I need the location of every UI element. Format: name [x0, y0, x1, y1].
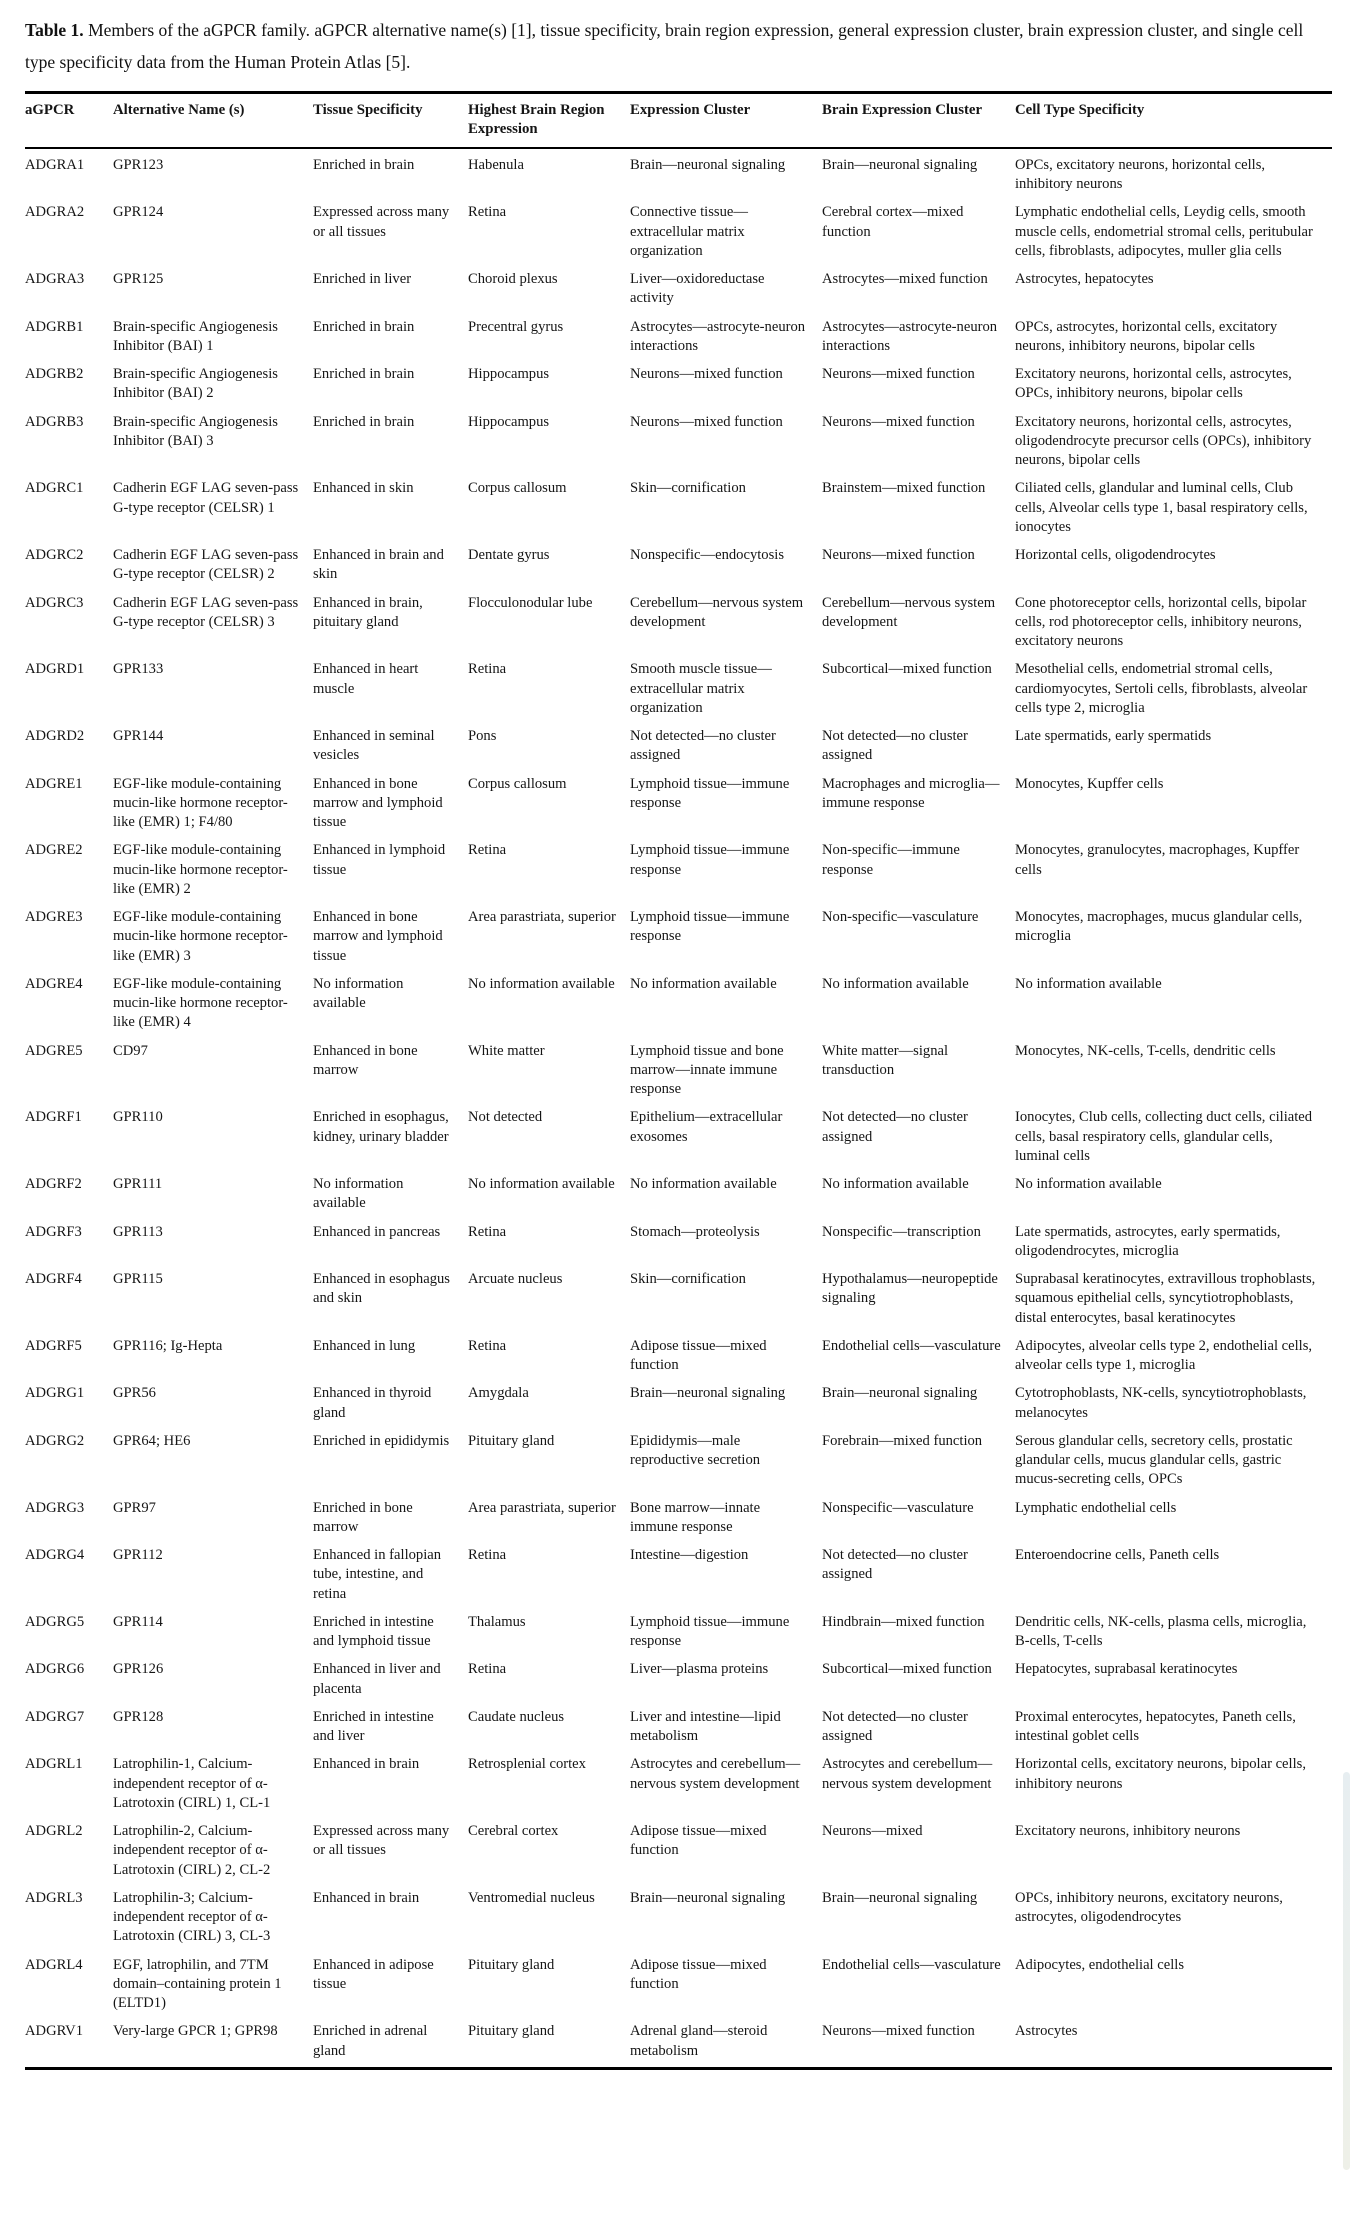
table-cell: Hypothalamus—neuropeptide signaling: [822, 1271, 998, 1307]
table-cell: ADGRG1: [25, 1385, 85, 1402]
table-row: [25, 591, 1332, 658]
table-row: [25, 905, 1332, 972]
table-cell: ADGRE3: [25, 909, 83, 926]
table-cell: Enhanced in bone marrow and lymphoid tissue: [313, 909, 443, 964]
table-cell: Nonspecific—endocytosis: [630, 547, 785, 564]
table-cell: Intestine—digestion: [630, 1547, 749, 1564]
table-cell: EGF-like module-containing mucin-like hormone receptor-like (EMR) 4: [113, 975, 288, 1031]
table-cell: Astrocytes and cerebellum—nervous system development: [630, 1756, 801, 1792]
table-cell: Lymphatic endothelial cells, Leydig cells, smooth muscle cells, endometrial stromal cells, peritubular cells, fibroblasts, adipocytes, muller glia cells: [1015, 204, 1313, 259]
table-cell: Nonspecific—vasculature: [822, 1499, 974, 1516]
table-cell: ADGRA3: [25, 271, 85, 288]
table-cell: Enriched in adrenal gland: [313, 2023, 428, 2059]
column-header: Tissue Specificity: [313, 92, 468, 148]
table-cell: GPR133: [113, 661, 164, 678]
table-cell: Enhanced in fallopian tube, intestine, and retina: [313, 1547, 442, 1602]
table-cell: ADGRC2: [25, 547, 84, 564]
table-cell: GPR97: [113, 1499, 156, 1516]
table-cell: Serous glandular cells, secretory cells, prostatic glandular cells, mucus glandular cells, gastric mucus-secreting cells, OPCs: [1015, 1432, 1293, 1488]
table-cell: GPR144: [113, 728, 164, 745]
table-cell: Arcuate nucleus: [468, 1271, 563, 1288]
table-cell: Epithelium—extracellular exosomes: [630, 1109, 783, 1145]
table-row: [25, 1267, 1332, 1334]
column-header: Cell Type Specificity: [1015, 92, 1332, 148]
table-row: [25, 1496, 1332, 1544]
table-cell: ADGRB1: [25, 318, 84, 335]
table-cell: White matter—signal transduction: [822, 1042, 949, 1078]
table-cell: ADGRG4: [25, 1547, 85, 1564]
table-cell: Epididymis—male reproductive secretion: [630, 1432, 761, 1469]
table-cell: Adipose tissue—mixed function: [630, 1956, 767, 1992]
table-row: [25, 1105, 1332, 1172]
table-cell: Lymphoid tissue and bone marrow—innate immune response: [630, 1042, 784, 1098]
table-cell: Pituitary gland: [468, 1956, 555, 1973]
table-cell: Nonspecific—transcription: [822, 1223, 981, 1240]
table-cell: Thalamus: [468, 1613, 526, 1630]
table-cell: ADGRL2: [25, 1823, 83, 1840]
scrollbar-thumb[interactable]: [1343, 1772, 1350, 2170]
column-header: Brain Expression Cluster: [822, 92, 1015, 148]
table-cell: Excitatory neurons, horizontal cells, astrocytes, OPCs, inhibitory neurons, bipolar cells: [1015, 366, 1292, 402]
table-cell: Area parastriata, superior: [468, 909, 616, 926]
table-cell: Suprabasal keratinocytes, extravillous trophoblasts, squamous epithelial cells, syncytiotrophoblasts, distal enterocytes, basal keratinocytes: [1015, 1271, 1316, 1326]
table-cell: Enhanced in skin: [313, 480, 414, 497]
table-cell: Enhanced in adipose tissue: [313, 1956, 434, 1992]
table-cell: ADGRF1: [25, 1109, 82, 1126]
table-cell: Enteroendocrine cells, Paneth cells: [1015, 1547, 1220, 1564]
table-cell: Enhanced in brain and skin: [313, 547, 444, 583]
table-cell: Brainstem—mixed function: [822, 480, 986, 497]
table-cell: ADGRC3: [25, 594, 84, 611]
table-cell: ADGRG5: [25, 1613, 85, 1630]
table-cell: Late spermatids, early spermatids: [1015, 728, 1212, 745]
table-cell: Excitatory neurons, inhibitory neurons: [1015, 1823, 1241, 1840]
table-cell: Enriched in intestine and liver: [313, 1708, 434, 1745]
table-cell: ADGRF3: [25, 1223, 82, 1240]
table-cell: Neurons—mixed: [822, 1823, 923, 1840]
table-cell: No information available: [630, 975, 777, 992]
table-cell: GPR114: [113, 1613, 163, 1630]
table-cell: Precentral gyrus: [468, 318, 564, 335]
table-cell: Brain—neuronal signaling: [822, 156, 978, 173]
table-cell: Enriched in brain: [313, 318, 415, 335]
table-cell: Stomach—proteolysis: [630, 1223, 760, 1240]
table-cell: Hindbrain—mixed function: [822, 1613, 985, 1630]
table-cell: OPCs, excitatory neurons, horizontal cells, inhibitory neurons: [1015, 156, 1266, 193]
table-row: [25, 1610, 1332, 1658]
table-row: [25, 1705, 1332, 1753]
table-cell: ADGRG7: [25, 1708, 85, 1725]
table-cell: Horizontal cells, excitatory neurons, bipolar cells, inhibitory neurons: [1015, 1756, 1306, 1792]
table-cell: Neurons—mixed function: [630, 366, 783, 383]
table-cell: Pons: [468, 728, 497, 745]
table-caption: [25, 14, 1332, 79]
table-cell: Cadherin EGF LAG seven-pass G-type receptor (CELSR) 2: [113, 547, 299, 583]
table-cell: ADGRL3: [25, 1889, 83, 1906]
table-cell: Latrophilin-1, Calcium-independent receptor of α-Latrotoxin (CIRL) 1, CL-1: [113, 1756, 271, 1811]
table-cell: Macrophages and microglia—immune response: [822, 775, 1000, 811]
table-cell: Cerebral cortex—mixed function: [822, 204, 964, 240]
header-row: [25, 92, 1332, 148]
column-header: Expression Cluster: [630, 92, 822, 148]
table-cell: Endothelial cells—vasculature: [822, 1337, 1001, 1354]
table-cell: Enhanced in heart muscle: [313, 661, 419, 697]
table-cell: GPR113: [113, 1223, 163, 1240]
table-cell: Enriched in epididymis: [313, 1432, 450, 1449]
table-cell: OPCs, inhibitory neurons, excitatory neurons, astrocytes, oligodendrocytes: [1015, 1889, 1283, 1926]
table-row: [25, 2019, 1332, 2068]
table-cell: Hippocampus: [468, 413, 550, 430]
table-cell: Ventromedial nucleus: [468, 1889, 595, 1906]
table-row: [25, 148, 1332, 201]
table-cell: Endothelial cells—vasculature: [822, 1956, 1001, 1973]
table-cell: Enhanced in brain, pituitary gland: [313, 594, 423, 630]
agpcr-table: [25, 91, 1332, 2070]
table-cell: No information available: [468, 975, 615, 992]
table-cell: Enhanced in bone marrow: [313, 1042, 418, 1078]
table-cell: Enhanced in bone marrow and lymphoid tissue: [313, 775, 443, 831]
table-cell: Retrosplenial cortex: [468, 1756, 586, 1773]
table-cell: Not detected—no cluster assigned: [822, 1708, 968, 1745]
column-header: Highest Brain Region Expression: [468, 92, 630, 148]
table-cell: ADGRF4: [25, 1271, 82, 1288]
table-cell: ADGRE1: [25, 775, 83, 792]
table-row: [25, 1220, 1332, 1268]
table-cell: Cytotrophoblasts, NK-cells, syncytiotrophoblasts, melanocytes: [1015, 1385, 1307, 1421]
table-cell: Lymphoid tissue—immune response: [630, 775, 790, 811]
table-cell: Dendritic cells, NK-cells, plasma cells, microglia, B-cells, T-cells: [1015, 1613, 1307, 1650]
table-cell: Skin—cornification: [630, 1271, 746, 1288]
table-cell: Excitatory neurons, horizontal cells, astrocytes, oligodendrocyte precursor cells (OPCs), inhibitory neurons, bipolar cells: [1015, 413, 1312, 469]
table-cell: Brain—neuronal signaling: [822, 1889, 978, 1906]
table-cell: Choroid plexus: [468, 271, 558, 288]
table-cell: Enhanced in lung: [313, 1337, 416, 1354]
table-cell: Enriched in esophagus, kidney, urinary bladder: [313, 1109, 449, 1145]
table-cell: Enhanced in thyroid gland: [313, 1385, 432, 1421]
table-cell: Corpus callosum: [468, 480, 567, 497]
table-cell: Monocytes, granulocytes, macrophages, Kupffer cells: [1015, 842, 1300, 878]
table-cell: Retina: [468, 1661, 507, 1678]
table-cell: No information available: [313, 1176, 404, 1212]
table-cell: Liver and intestine—lipid metabolism: [630, 1708, 781, 1745]
table-cell: Astrocytes—astrocyte-neuron interactions: [822, 318, 998, 354]
table-cell: Mesothelial cells, endometrial stromal cells, cardiomyocytes, Sertoli cells, fibroblasts, alveolar cells type 2, microglia: [1015, 661, 1308, 716]
table-cell: Monocytes, Kupffer cells: [1015, 775, 1164, 792]
table-cell: ADGRF2: [25, 1176, 82, 1193]
table-cell: Astrocytes—astrocyte-neuron interactions: [630, 318, 806, 354]
table-cell: GPR110: [113, 1109, 163, 1126]
table-row: [25, 1953, 1332, 2020]
table-cell: ADGRG3: [25, 1499, 85, 1516]
table-cell: ADGRF5: [25, 1337, 82, 1354]
table-cell: Pituitary gland: [468, 1432, 555, 1449]
table-cell: ADGRG2: [25, 1432, 85, 1449]
table-row: [25, 362, 1332, 410]
table-cell: ADGRA1: [25, 156, 85, 173]
table-cell: Neurons—mixed function: [822, 2023, 975, 2040]
table-cell: Non-specific—immune response: [822, 842, 960, 878]
table-cell: Very-large GPCR 1; GPR98: [113, 2023, 278, 2040]
table-cell: ADGRE2: [25, 842, 83, 859]
table-cell: Not detected: [468, 1109, 543, 1126]
table-cell: Brain—neuronal signaling: [630, 156, 786, 173]
table-row: [25, 476, 1332, 543]
table-cell: Forebrain—mixed function: [822, 1432, 983, 1449]
table-cell: Astrocytes and cerebellum—nervous system development: [822, 1756, 993, 1792]
table-row: [25, 1819, 1332, 1886]
table-cell: Cerebellum—nervous system development: [822, 594, 996, 630]
table-cell: Neurons—mixed function: [822, 413, 975, 430]
table-cell: Cone photoreceptor cells, horizontal cells, bipolar cells, rod photoreceptor cells, inhibitory neurons, excitatory neurons: [1015, 594, 1307, 650]
table-row: [25, 1752, 1332, 1819]
table-cell: Hippocampus: [468, 366, 550, 383]
table-cell: EGF-like module-containing mucin-like hormone receptor-like (EMR) 1; F4/80: [113, 775, 288, 831]
table-cell: No information available: [1015, 975, 1162, 992]
table-cell: EGF-like module-containing mucin-like hormone receptor-like (EMR) 3: [113, 909, 288, 964]
table-cell: Retina: [468, 1337, 507, 1354]
table-cell: GPR111: [113, 1176, 163, 1193]
table-cell: ADGRC1: [25, 480, 84, 497]
table-cell: No information available: [630, 1176, 777, 1193]
table-cell: Amygdala: [468, 1385, 529, 1402]
table-cell: No information available: [1015, 1176, 1162, 1193]
table-cell: GPR115: [113, 1271, 163, 1288]
table-cell: Brain—neuronal signaling: [822, 1385, 978, 1402]
table-row: [25, 972, 1332, 1039]
table-row: [25, 543, 1332, 591]
table-cell: No information available: [468, 1176, 615, 1193]
table-cell: Astrocytes—mixed function: [822, 271, 988, 288]
table-cell: ADGRE4: [25, 975, 83, 992]
table-cell: Not detected—no cluster assigned: [822, 728, 968, 764]
table-row: [25, 267, 1332, 315]
table-cell: Enriched in liver: [313, 271, 412, 288]
table-cell: CD97: [113, 1042, 148, 1059]
table-cell: Retina: [468, 842, 507, 859]
table-cell: GPR56: [113, 1385, 156, 1402]
table-cell: Retina: [468, 1223, 507, 1240]
table-cell: Enriched in brain: [313, 413, 415, 430]
table-cell: Liver—plasma proteins: [630, 1661, 769, 1678]
table-cell: GPR124: [113, 204, 164, 221]
table-cell: Monocytes, NK-cells, T-cells, dendritic cells: [1015, 1042, 1276, 1059]
table-cell: Enhanced in brain: [313, 1889, 420, 1906]
column-header: Alternative Name (s): [113, 92, 313, 148]
table-cell: ADGRA2: [25, 204, 85, 221]
table-cell: Enhanced in liver and placenta: [313, 1661, 441, 1697]
table-cell: Lymphoid tissue—immune response: [630, 1613, 790, 1650]
table-cell: Pituitary gland: [468, 2023, 555, 2040]
table-cell: Not detected—no cluster assigned: [822, 1109, 968, 1145]
table-cell: No information available: [313, 975, 404, 1012]
table-cell: Enriched in intestine and lymphoid tissue: [313, 1613, 434, 1650]
table-cell: Connective tissue—extracellular matrix organization: [630, 204, 748, 259]
table-row: [25, 1429, 1332, 1496]
table-row: [25, 772, 1332, 839]
table-cell: Enriched in brain: [313, 366, 415, 383]
table-cell: Brain—neuronal signaling: [630, 1889, 786, 1906]
table-cell: Corpus callosum: [468, 775, 567, 792]
table-cell: Expressed across many or all tissues: [313, 1823, 450, 1859]
table-cell: Liver—oxidoreductase activity: [630, 271, 765, 307]
table-cell: No information available: [822, 975, 969, 992]
table-row: [25, 724, 1332, 772]
table-cell: Enhanced in pancreas: [313, 1223, 441, 1240]
table-row: [25, 1172, 1332, 1220]
table-cell: Cerebral cortex: [468, 1823, 559, 1840]
table-cell: Non-specific—vasculature: [822, 909, 979, 926]
table-row: [25, 1543, 1332, 1610]
table-cell: Late spermatids, astrocytes, early spermatids, oligodendrocytes, microglia: [1015, 1223, 1281, 1259]
table-cell: ADGRL4: [25, 1956, 83, 1973]
table-cell: Not detected—no cluster assigned: [630, 728, 776, 764]
table-cell: Smooth muscle tissue—extracellular matrix organization: [630, 661, 772, 716]
table-cell: OPCs, astrocytes, horizontal cells, excitatory neurons, inhibitory neurons, bipolar cells: [1015, 318, 1278, 354]
table-cell: Horizontal cells, oligodendrocytes: [1015, 547, 1216, 564]
table-cell: Caudate nucleus: [468, 1708, 565, 1725]
table-cell: ADGRE5: [25, 1042, 83, 1059]
table-body: [25, 148, 1332, 2069]
table-cell: Adipose tissue—mixed function: [630, 1337, 767, 1374]
table-cell: No information available: [822, 1176, 969, 1193]
table-cell: Neurons—mixed function: [630, 413, 783, 430]
table-cell: Astrocytes: [1015, 2023, 1078, 2040]
table-cell: Expressed across many or all tissues: [313, 204, 450, 240]
table-cell: Cerebellum—nervous system development: [630, 594, 804, 630]
table-cell: Neurons—mixed function: [822, 547, 975, 564]
table-row: [25, 410, 1332, 477]
column-header: aGPCR: [25, 92, 113, 148]
table-cell: Brain-specific Angiogenesis Inhibitor (BAI) 3: [113, 413, 278, 449]
table-cell: Retina: [468, 204, 507, 221]
table-cell: Adrenal gland—steroid metabolism: [630, 2023, 768, 2059]
table-cell: ADGRL1: [25, 1756, 83, 1773]
table-cell: GPR125: [113, 271, 164, 288]
table-cell: Neurons—mixed function: [822, 366, 975, 383]
table-cell: GPR126: [113, 1661, 164, 1678]
table-row: [25, 1657, 1332, 1705]
table-cell: GPR123: [113, 156, 164, 173]
table-row: [25, 838, 1332, 905]
table-cell: Enhanced in seminal vesicles: [313, 728, 435, 764]
table-cell: Habenula: [468, 156, 524, 173]
table-cell: Astrocytes, hepatocytes: [1015, 271, 1154, 288]
table-cell: Enriched in bone marrow: [313, 1499, 413, 1535]
table-row: [25, 657, 1332, 724]
table-cell: ADGRG6: [25, 1661, 85, 1678]
table-caption-text: Members of the aGPCR family. aGPCR alternative name(s) [1], tissue specificity, brain region expression, general expression cluster, brain expression cluster, and single cell type specificity data from the Human Protein Atlas [5].: [25, 20, 1304, 73]
table-cell: Brain-specific Angiogenesis Inhibitor (BAI) 2: [113, 366, 278, 402]
table-cell: Latrophilin-2, Calcium-independent receptor of α-Latrotoxin (CIRL) 2, CL-2: [113, 1823, 271, 1878]
table-cell: Enhanced in brain: [313, 1756, 420, 1773]
table-cell: Lymphoid tissue—immune response: [630, 909, 790, 945]
table-cell: Brain—neuronal signaling: [630, 1385, 786, 1402]
table-cell: Subcortical—mixed function: [822, 661, 992, 678]
table-cell: Cadherin EGF LAG seven-pass G-type receptor (CELSR) 1: [113, 480, 299, 516]
table-row: [25, 1886, 1332, 1953]
table-cell: ADGRD2: [25, 728, 85, 745]
table-cell: Adipose tissue—mixed function: [630, 1823, 767, 1859]
table-cell: EGF-like module-containing mucin-like hormone receptor-like (EMR) 2: [113, 842, 288, 897]
table-row: [25, 315, 1332, 363]
table-cell: Ciliated cells, glandular and luminal cells, Club cells, Alveolar cells type 1, basal respiratory cells, ionocytes: [1015, 480, 1308, 535]
table-cell: GPR116; Ig-Hepta: [113, 1337, 223, 1354]
table-cell: Lymphatic endothelial cells: [1015, 1499, 1177, 1516]
table-cell: Flocculonodular lube: [468, 594, 593, 611]
table-cell: Area parastriata, superior: [468, 1499, 616, 1516]
table-cell: Bone marrow—innate immune response: [630, 1499, 761, 1535]
table-cell: Proximal enterocytes, hepatocytes, Paneth cells, intestinal goblet cells: [1015, 1708, 1296, 1745]
table-cell: Subcortical—mixed function: [822, 1661, 992, 1678]
table-cell: Cadherin EGF LAG seven-pass G-type receptor (CELSR) 3: [113, 594, 299, 630]
table-cell: ADGRB3: [25, 413, 84, 430]
table-cell: ADGRD1: [25, 661, 85, 678]
table-cell: EGF, latrophilin, and 7TM domain–containing protein 1 (ELTD1): [113, 1956, 282, 2012]
table-row: [25, 1381, 1332, 1429]
table-cell: ADGRB2: [25, 366, 84, 383]
table-cell: GPR112: [113, 1547, 163, 1564]
table-cell: Adipocytes, endothelial cells: [1015, 1956, 1184, 1973]
table-cell: GPR128: [113, 1708, 164, 1725]
table-cell: Skin—cornification: [630, 480, 746, 497]
table-cell: Latrophilin-3; Calcium-independent receptor of α-Latrotoxin (CIRL) 3, CL-3: [113, 1889, 271, 1945]
table-row: [25, 1334, 1332, 1382]
table-cell: Monocytes, macrophages, mucus glandular cells, microglia: [1015, 909, 1303, 945]
table-cell: Retina: [468, 1547, 507, 1564]
table-cell: Dentate gyrus: [468, 547, 550, 564]
table-cell: Enriched in brain: [313, 156, 415, 173]
table-cell: Hepatocytes, suprabasal keratinocytes: [1015, 1661, 1238, 1678]
table-row: [25, 1039, 1332, 1106]
table-cell: GPR64; HE6: [113, 1432, 191, 1449]
table-cell: Not detected—no cluster assigned: [822, 1547, 968, 1583]
table-caption-label: Table 1.: [25, 20, 84, 40]
table-cell: White matter: [468, 1042, 545, 1059]
table-cell: Lymphoid tissue—immune response: [630, 842, 790, 878]
table-cell: Adipocytes, alveolar cells type 2, endothelial cells, alveolar cells type 1, microglia: [1015, 1337, 1313, 1374]
table-cell: ADGRV1: [25, 2023, 84, 2040]
table-cell: Brain-specific Angiogenesis Inhibitor (BAI) 1: [113, 318, 278, 354]
table-cell: Enhanced in esophagus and skin: [313, 1271, 450, 1307]
table-cell: Retina: [468, 661, 507, 678]
table-row: [25, 200, 1332, 267]
table-cell: Enhanced in lymphoid tissue: [313, 842, 446, 878]
table-cell: Ionocytes, Club cells, collecting duct cells, ciliated cells, basal respiratory cells, glandular cells, luminal cells: [1015, 1109, 1313, 1164]
